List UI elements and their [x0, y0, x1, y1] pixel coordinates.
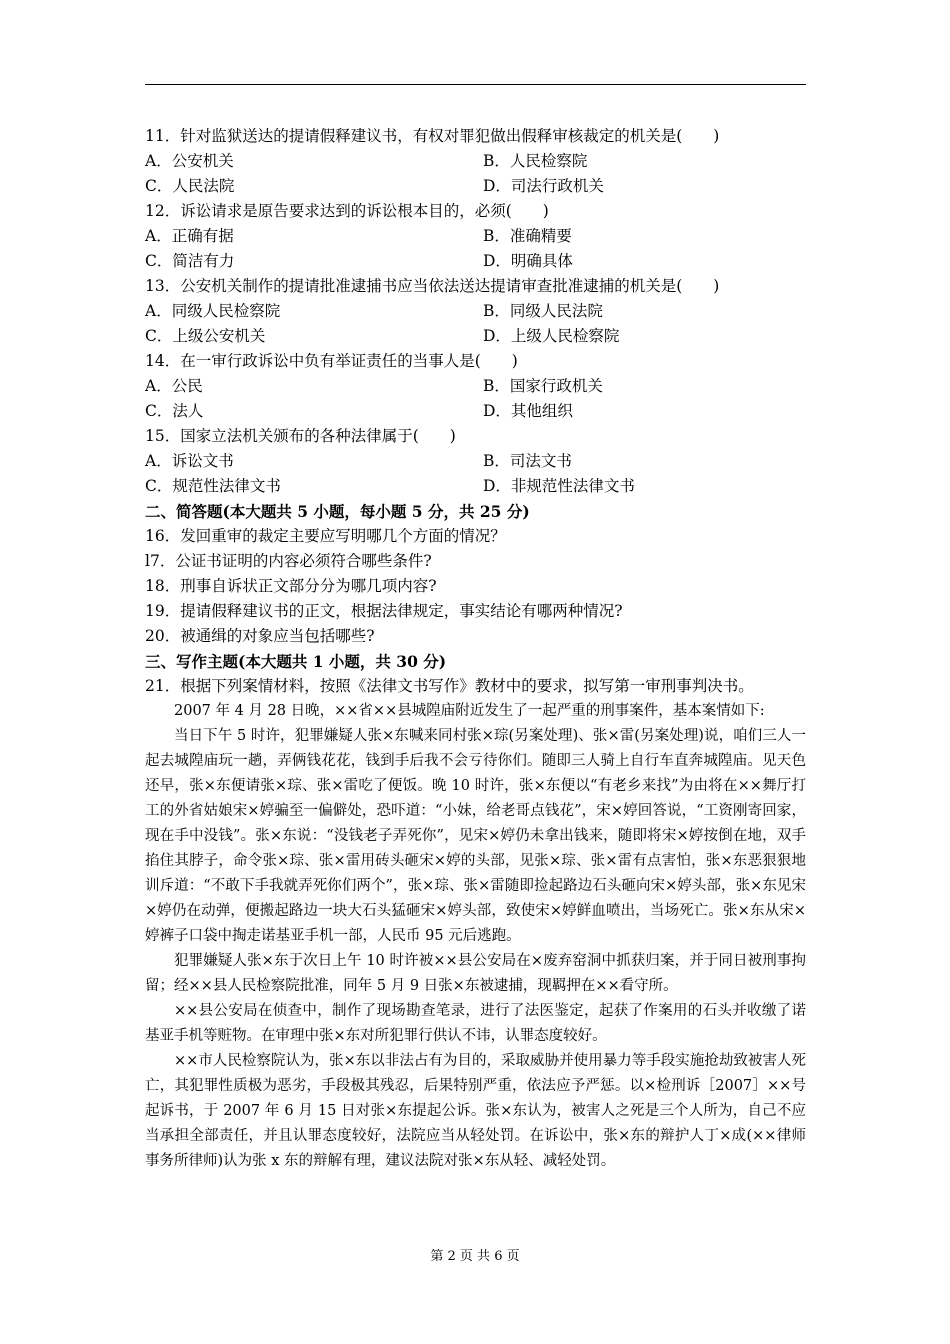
option: C．规范性法律文书 — [145, 477, 281, 495]
option: D．司法行政机关 — [483, 177, 604, 195]
option: A．正确有据 — [145, 227, 234, 245]
short-answer-question: 19．提请假释建议书的正文，根据法律规定，事实结论有哪两种情况? — [145, 602, 623, 620]
question-text: 15．国家立法机关颁布的各种法律属于( ) — [145, 427, 456, 445]
option: B．人民检察院 — [483, 152, 588, 170]
question-text: 13．公安机关制作的提请批准逮捕书应当依法送达提请审查批准逮捕的机关是( ) — [145, 277, 720, 295]
page-content — [145, 124, 806, 1174]
case-paragraph: ××县公安局在侦查中，制作了现场勘查笔录，进行了法医鉴定，起获了作案用的石头并收缴了诺基亚手机等赃物。在审理中张×东对所犯罪行供认不讳，认罪态度较好。 — [145, 1003, 806, 1044]
option: D．非规范性法律文书 — [483, 477, 635, 495]
option: D．上级人民检察院 — [483, 327, 620, 345]
question-text: 14．在一审行政诉讼中负有举证责任的当事人是( ) — [145, 352, 518, 370]
header-rule — [145, 84, 806, 85]
option: B．准确精要 — [483, 227, 572, 245]
question-text: 11．针对监狱送达的提请假释建议书，有权对罪犯做出假释审核裁定的机关是( ) — [145, 127, 720, 145]
section-heading-short-answer: 二、简答题(本大题共 5 小题，每小题 5 分，共 25 分) — [145, 502, 530, 521]
option: C．上级公安机关 — [145, 327, 266, 345]
option: C．人民法院 — [145, 177, 235, 195]
choice-question-14 — [145, 349, 806, 424]
short-answer-question: l7．公证书证明的内容必须符合哪些条件? — [145, 552, 432, 570]
option: D．其他组织 — [483, 402, 573, 420]
option: A．公民 — [145, 377, 203, 395]
choice-question-12 — [145, 199, 806, 274]
option: C．法人 — [145, 402, 204, 420]
writing-question: 21．根据下列案情材料，按照《法律文书写作》教材中的要求，拟写第一审刑事判决书。 — [145, 677, 754, 695]
option: B．同级人民法院 — [483, 302, 603, 320]
question-text: 12．诉讼请求是原告要求达到的诉讼根本目的，必须( ) — [145, 202, 549, 220]
option: D．明确具体 — [483, 252, 573, 270]
short-answer-question: 16．发回重审的裁定主要应写明哪几个方面的情况？ — [145, 527, 506, 545]
case-paragraph: 犯罪嫌疑人张×东于次日上午 10 时许被××县公安局在×废弃窑洞中抓获归案，并于同日被刑事拘留；经××县人民检察院批准，同年 5 月 9 日张×东被逮捕，现羁押在××看守所。 — [145, 953, 806, 994]
case-paragraph: ××市人民检察院认为，张×东以非法占有为目的，采取威胁并使用暴力等手段实施抢劫致被害人死亡，其犯罪性质极为恶劣，手段极其残忍，后果特别严重，依法应予严惩。以×检刑诉［2007］××号起诉书，于 2007 年 6 月 15 日对张×东提起公诉。张×东认为，被害人之死是三个人所为，自己不应当承担全部责任，并且认罪态度较好，法院应当从轻处罚。在诉讼中，张×东的辩护人丁×成(××律师事务所律师)认为张 x 东的辩解有理，建议法院对张×东从轻、减轻处罚。 — [145, 1053, 806, 1169]
option: B．司法文书 — [483, 452, 572, 470]
option: C．简洁有力 — [145, 252, 235, 270]
option: A．诉讼文书 — [145, 452, 234, 470]
page-footer: 第 2 页 共 6 页 — [430, 1249, 520, 1264]
option: A．公安机关 — [145, 152, 234, 170]
case-paragraph: 2007 年 4 月 28 日晚，××省××县城隍庙附近发生了一起严重的刑事案件，基本案情如下: — [174, 703, 765, 719]
option: A．同级人民检察院 — [145, 302, 281, 320]
short-answer-question: 20．被通缉的对象应当包括哪些? — [145, 627, 375, 645]
short-answer-question: 18．刑事自诉状正文部分分为哪几项内容? — [145, 577, 437, 595]
section-heading-writing: 三、写作主题(本大题共 1 小题，共 30 分) — [145, 652, 447, 671]
choice-question-13 — [145, 274, 806, 349]
option: B．国家行政机关 — [483, 377, 603, 395]
choice-question-11 — [145, 124, 806, 199]
case-paragraph: 当日下午 5 时许，犯罪嫌疑人张×东喊来同村张×琮(另案处理)、张×雷(另案处理)说，咱们三人一起去城隍庙玩一趟，弄俩钱花花，钱到手后我不会亏待你们。随即三人骑上自行车直奔城隍庙。见天色还早，张×东便请张×琮、张×雷吃了便饭。晚 10 时许，张×东便以“有老乡来找”为由将在××舞厅打工的外省姑娘宋×婷骗至一偏僻处，恐吓道：“小妹，给老哥点钱花”，宋×婷回答说，“工资刚寄回家，现在手中没钱”。张×东说：“没钱老子弄死你”，见宋×婷仍未拿出钱来，随即将宋×婷按倒在地，双手掐住其脖子，命令张×琮、张×雷用砖头砸宋×婷的头部，见张×琮、张×雷有点害怕，张×东恶狠狠地训斥道：“不敢下手我就弄死你们两个”，张×琮、张×雷随即捡起路边石头砸向宋×婷头部，张×东见宋×婷仍在动弹，便搬起路边一块大石头猛砸宋×婷头部，致使宋×婷鲜血喷出，当场死亡。张×东从宋×婷裤子口袋中掏走诺基亚手机一部，人民币 95 元后逃跑。 — [145, 728, 806, 944]
choice-question-15 — [145, 424, 806, 499]
